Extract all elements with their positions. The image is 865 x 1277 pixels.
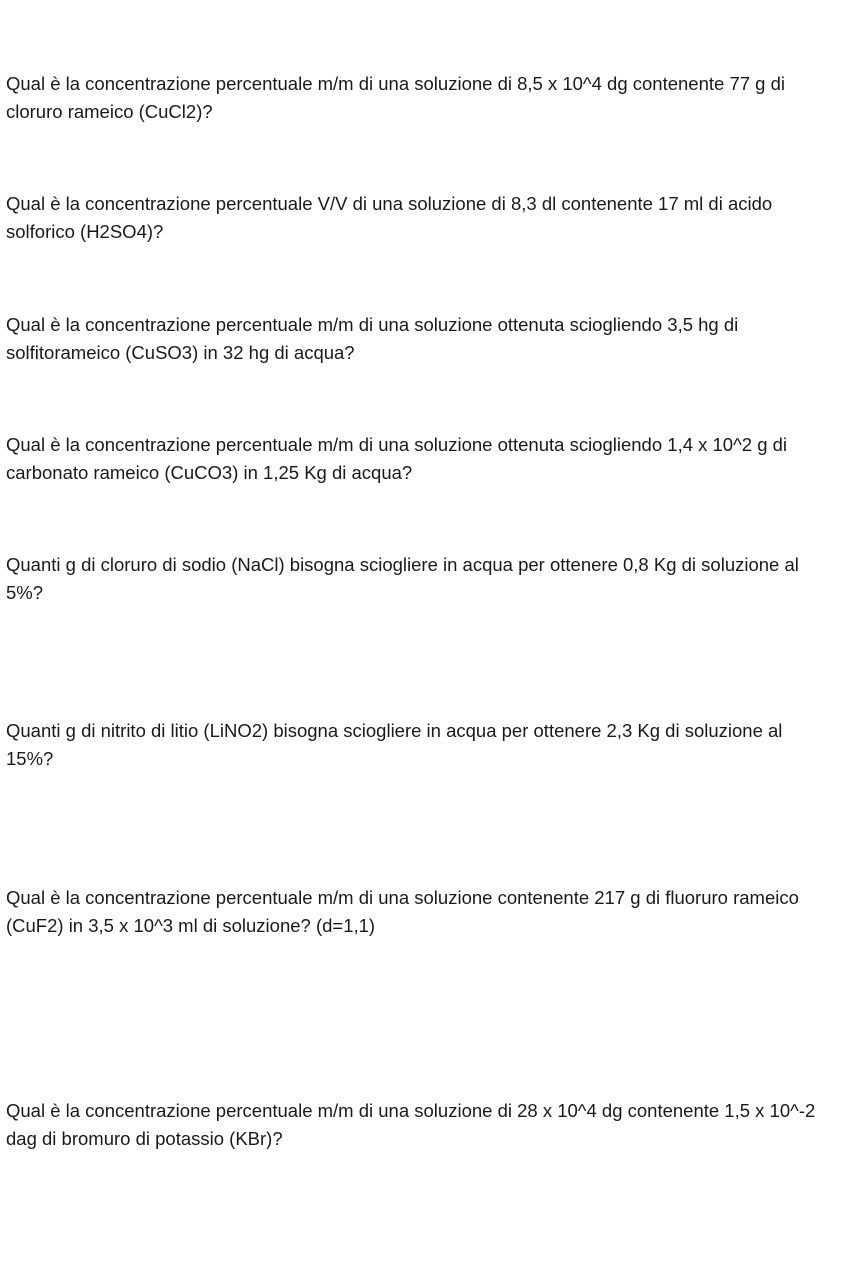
question-1-line-1: Qual è la concentrazione percentuale m/m di una soluzione di 8,5 x 10^4 dg contenente 77 g di: [6, 73, 785, 94]
question-3-line-1: Qual è la concentrazione percentuale m/m di una soluzione ottenuta sciogliendo 3,5 hg di: [6, 314, 739, 335]
question-4: [6, 431, 865, 487]
question-6: [6, 717, 865, 773]
question-4-line-2: carbonato rameico (CuCO3) in 1,25 Kg di acqua?: [6, 462, 413, 483]
question-8-line-1: Qual è la concentrazione percentuale m/m di una soluzione di 28 x 10^4 dg contenente 1,5 x 10^-2: [6, 1100, 816, 1121]
question-1-line-2: cloruro rameico (CuCl2)?: [6, 101, 213, 122]
question-5: [6, 551, 865, 607]
question-4-line-1: Qual è la concentrazione percentuale m/m di una soluzione ottenuta sciogliendo 1,4 x 10^2 g di: [6, 434, 788, 455]
question-3-line-2: solfitorameico (CuSO3) in 32 hg di acqua?: [6, 342, 355, 363]
question-6-line-1: Quanti g di nitrito di litio (LiNO2) bisogna sciogliere in acqua per ottenere 2,3 Kg di soluzione al: [6, 720, 783, 741]
question-1: [6, 70, 865, 126]
question-2-line-1: Qual è la concentrazione percentuale V/V di una soluzione di 8,3 dl contenente 17 ml di acido: [6, 193, 773, 214]
question-3: [6, 311, 865, 367]
question-6-line-2: 15%?: [6, 748, 54, 769]
question-8-line-2: dag di bromuro di potassio (KBr)?: [6, 1128, 283, 1149]
question-5-line-2: 5%?: [6, 582, 44, 603]
question-8: [6, 1097, 865, 1153]
question-7-line-1: Qual è la concentrazione percentuale m/m di una soluzione contenente 217 g di fluoruro rameico: [6, 887, 799, 908]
question-7-line-2: (CuF2) in 3,5 x 10^3 ml di soluzione? (d=1,1): [6, 915, 376, 936]
question-2-line-2: solforico (H2SO4)?: [6, 221, 164, 242]
question-2: [6, 190, 865, 246]
question-7: [6, 884, 865, 940]
question-5-line-1: Quanti g di cloruro di sodio (NaCl) bisogna sciogliere in acqua per ottenere 0,8 Kg di soluzione al: [6, 554, 799, 575]
